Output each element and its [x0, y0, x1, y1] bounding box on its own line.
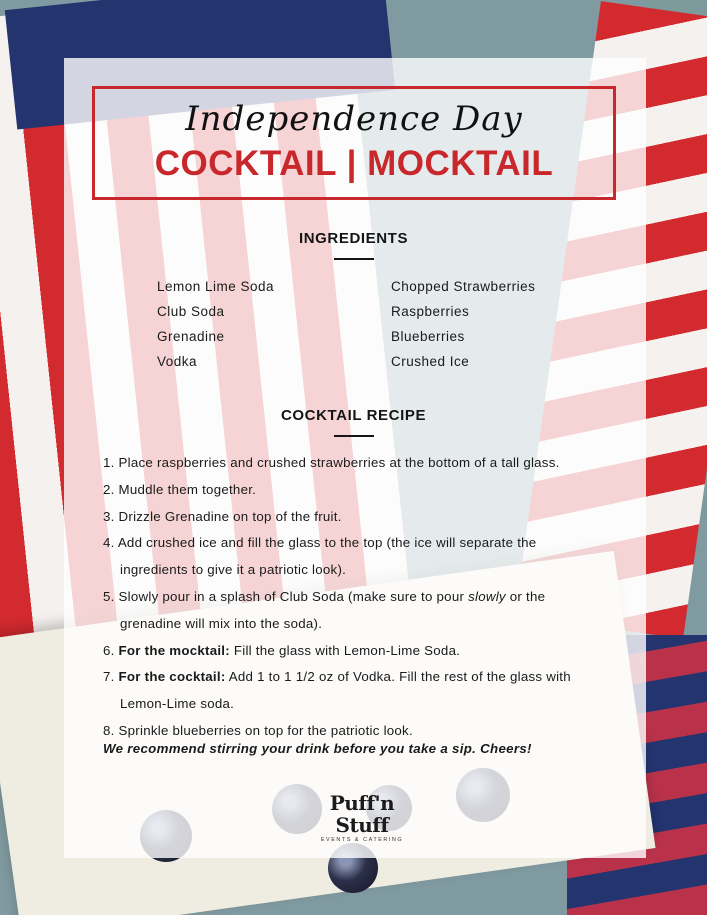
step-number: 4.: [103, 535, 115, 551]
closing-note: We recommend stirring your drink before you take a sip. Cheers!: [103, 741, 532, 756]
ingredient-item: Grenadine: [157, 329, 225, 344]
brand-logo: [316, 792, 408, 844]
ingredients-list-right: [391, 278, 535, 378]
ingredient-item: Raspberries: [391, 304, 470, 319]
step-text: Sprinkle blueberries on top for the patriotic look.: [118, 722, 413, 738]
step-text: Add crushed ice and fill the glass to the top (the ice will separate the: [117, 535, 537, 551]
step-text: or the: [505, 588, 546, 604]
ingredient-item: Lemon Lime Soda: [157, 279, 275, 294]
recipe-step: [103, 584, 613, 638]
step-number: 2.: [103, 481, 115, 497]
step-text: Place raspberries and crushed strawberries at the bottom of a tall glass.: [118, 455, 560, 470]
step-text: Add 1 to 1 1/2 oz of Vodka. Fill the rest of the glass with: [225, 669, 571, 685]
step-text: Lemon-Lime soda.: [120, 696, 235, 712]
recipe-heading: COCKTAIL RECIPE: [280, 407, 427, 424]
ingredient-item: Chopped Strawberries: [391, 279, 536, 294]
step-number: 3.: [103, 508, 115, 524]
ingredient-item: Vodka: [157, 354, 198, 369]
step-text: ingredients to give it a patriotic look).: [120, 562, 347, 578]
step-text: Slowly pour in a splash of Club Soda (make sure to pour: [118, 588, 469, 604]
recipe-step: [103, 504, 613, 531]
recipe-step: [103, 530, 613, 584]
script-title: Independence Day: [185, 99, 523, 139]
step-number: 1.: [103, 455, 115, 470]
recipe-step: [103, 664, 613, 718]
recipe-step: [103, 450, 613, 477]
step-text: Drizzle Grenadine on top of the fruit.: [118, 508, 342, 524]
step-label: For the mocktail:: [118, 642, 230, 658]
ingredients-heading: INGREDIENTS: [298, 230, 409, 247]
logo-wordmark: Puff'n Stuff: [329, 791, 395, 837]
step-number: 5.: [103, 588, 115, 604]
step-text: Muddle them together.: [118, 481, 257, 497]
ingredient-item: Club Soda: [157, 304, 225, 319]
step-text: grenadine will mix into the soda).: [120, 615, 323, 631]
step-text: Fill the glass with Lemon-Lime Soda.: [229, 642, 461, 658]
step-emphasis: slowly: [468, 588, 506, 604]
step-label: For the cocktail:: [118, 669, 226, 685]
step-number: 6.: [103, 642, 115, 658]
heading-divider: [334, 435, 374, 437]
ingredient-item: Blueberries: [391, 329, 465, 344]
ingredients-list-left: [157, 278, 274, 378]
step-number: 7.: [103, 669, 115, 685]
step-number: 8.: [103, 722, 115, 738]
logo-tagline: EVENTS & CATERING: [320, 837, 404, 843]
heading-divider: [334, 258, 374, 260]
recipe-step: [103, 477, 613, 504]
recipe-steps: [103, 450, 613, 745]
title-box: [92, 86, 616, 200]
main-title: COCKTAIL | MOCKTAIL: [154, 144, 554, 183]
recipe-step: [103, 638, 613, 665]
ingredient-item: Crushed Ice: [391, 354, 470, 369]
